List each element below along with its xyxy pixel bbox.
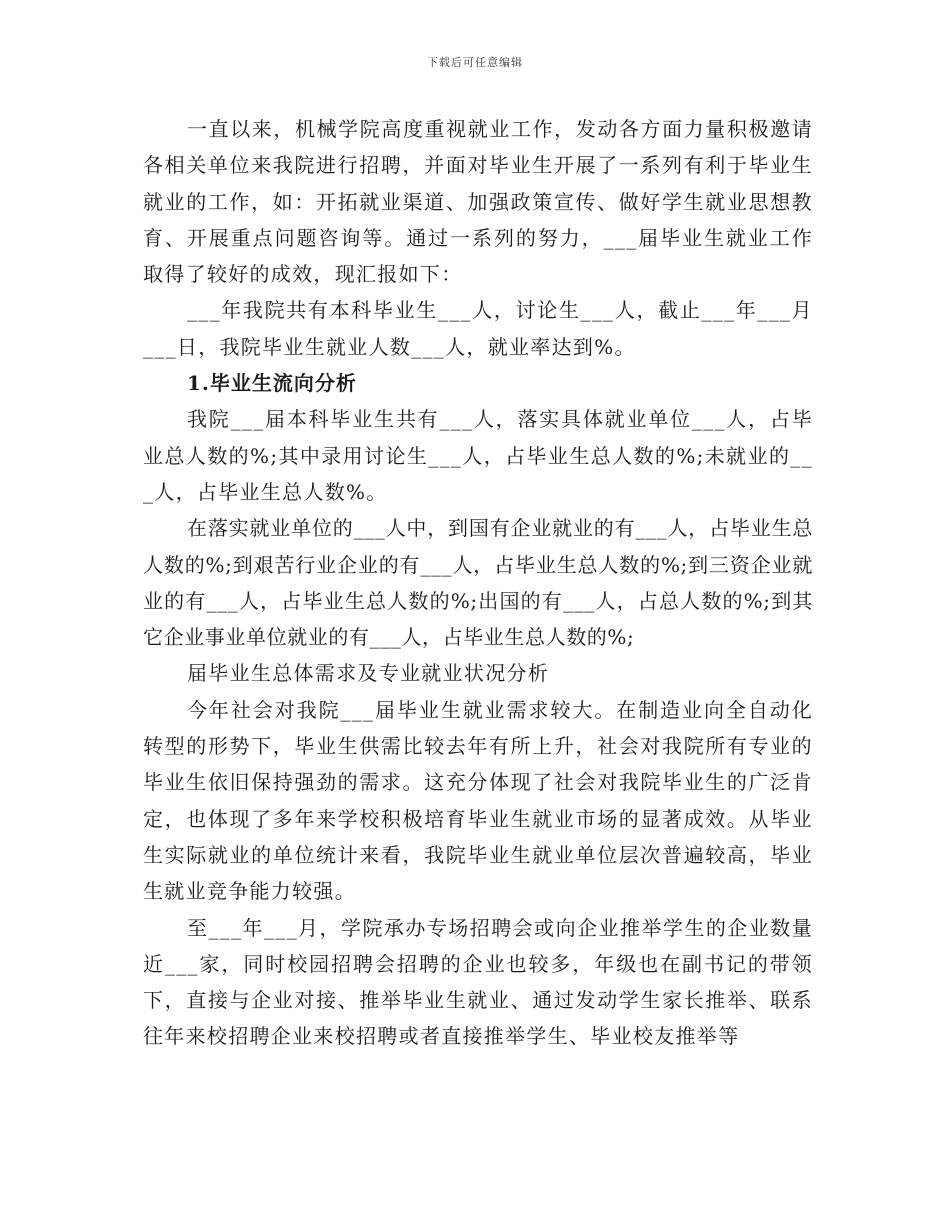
paragraph-demand-analysis: 今年社会对我院___届毕业生就业需求较大。在制造业向全自动化转型的形势下，毕业生供需比较去年有所上升，社会对我院所有专业的毕业生依旧保持强劲的需求。这充分体现了社会对我院毕业生的广泛肯定，也体现了多年来学校积极培育毕业生就业市场的显著成效。从毕业生实际就业的单位统计来看，我院毕业生就业单位层次普遍较高，毕业生就业竞争能力较强。 xyxy=(143,697,813,904)
section-heading-flow-analysis: 1.毕业生流向分析 xyxy=(187,371,357,396)
paragraph-demand-title: 届毕业生总体需求及专业就业状况分析 xyxy=(187,661,550,686)
paragraph-flow-overview: 我院___届本科毕业生共有___人，落实具体就业单位___人，占毕业总人数的%;其中录用讨论生___人，占毕业生总人数的%;未就业的___人，占毕业生总人数%。 xyxy=(143,407,813,504)
page-header: 下载后可任意编辑 xyxy=(427,56,523,69)
document-body xyxy=(143,111,813,1055)
paragraph-recruitment: 至___年___月，学院承办专场招聘会或向企业推举学生的企业数量近___家，同时校园招聘会招聘的企业也较多，年级也在副书记的带领下，直接与企业对接、推举毕业生就业、通过发动学生家长推举、联系往年来校招聘企业来校招聘或者直接推举学生、毕业校友推举等 xyxy=(143,915,813,1049)
paragraph-intro: 一直以来，机械学院高度重视就业工作，发动各方面力量积极邀请各相关单位来我院进行招聘，并面对毕业生开展了一系列有利于毕业生就业的工作，如：开拓就业渠道、加强政策宣传、做好学生就业思想教育、开展重点问题咨询等。通过一系列的努力，___届毕业生就业工作取得了较好的成效，现汇报如下： xyxy=(143,117,813,287)
paragraph-flow-detail: 在落实就业单位的___人中，到国有企业就业的有___人，占毕业生总人数的%;到艰苦行业企业的有___人，占毕业生总人数的%;到三资企业就业的有___人，占毕业生总人数的%;出国的有___人，占总人数的%;到其它企业事业单位就业的有___人，占毕业生总人数的%; xyxy=(143,516,813,650)
paragraph-summary: ___年我院共有本科毕业生___人，讨论生___人，截止___年___月___日，我院毕业生就业人数___人，就业率达到%。 xyxy=(143,298,813,359)
